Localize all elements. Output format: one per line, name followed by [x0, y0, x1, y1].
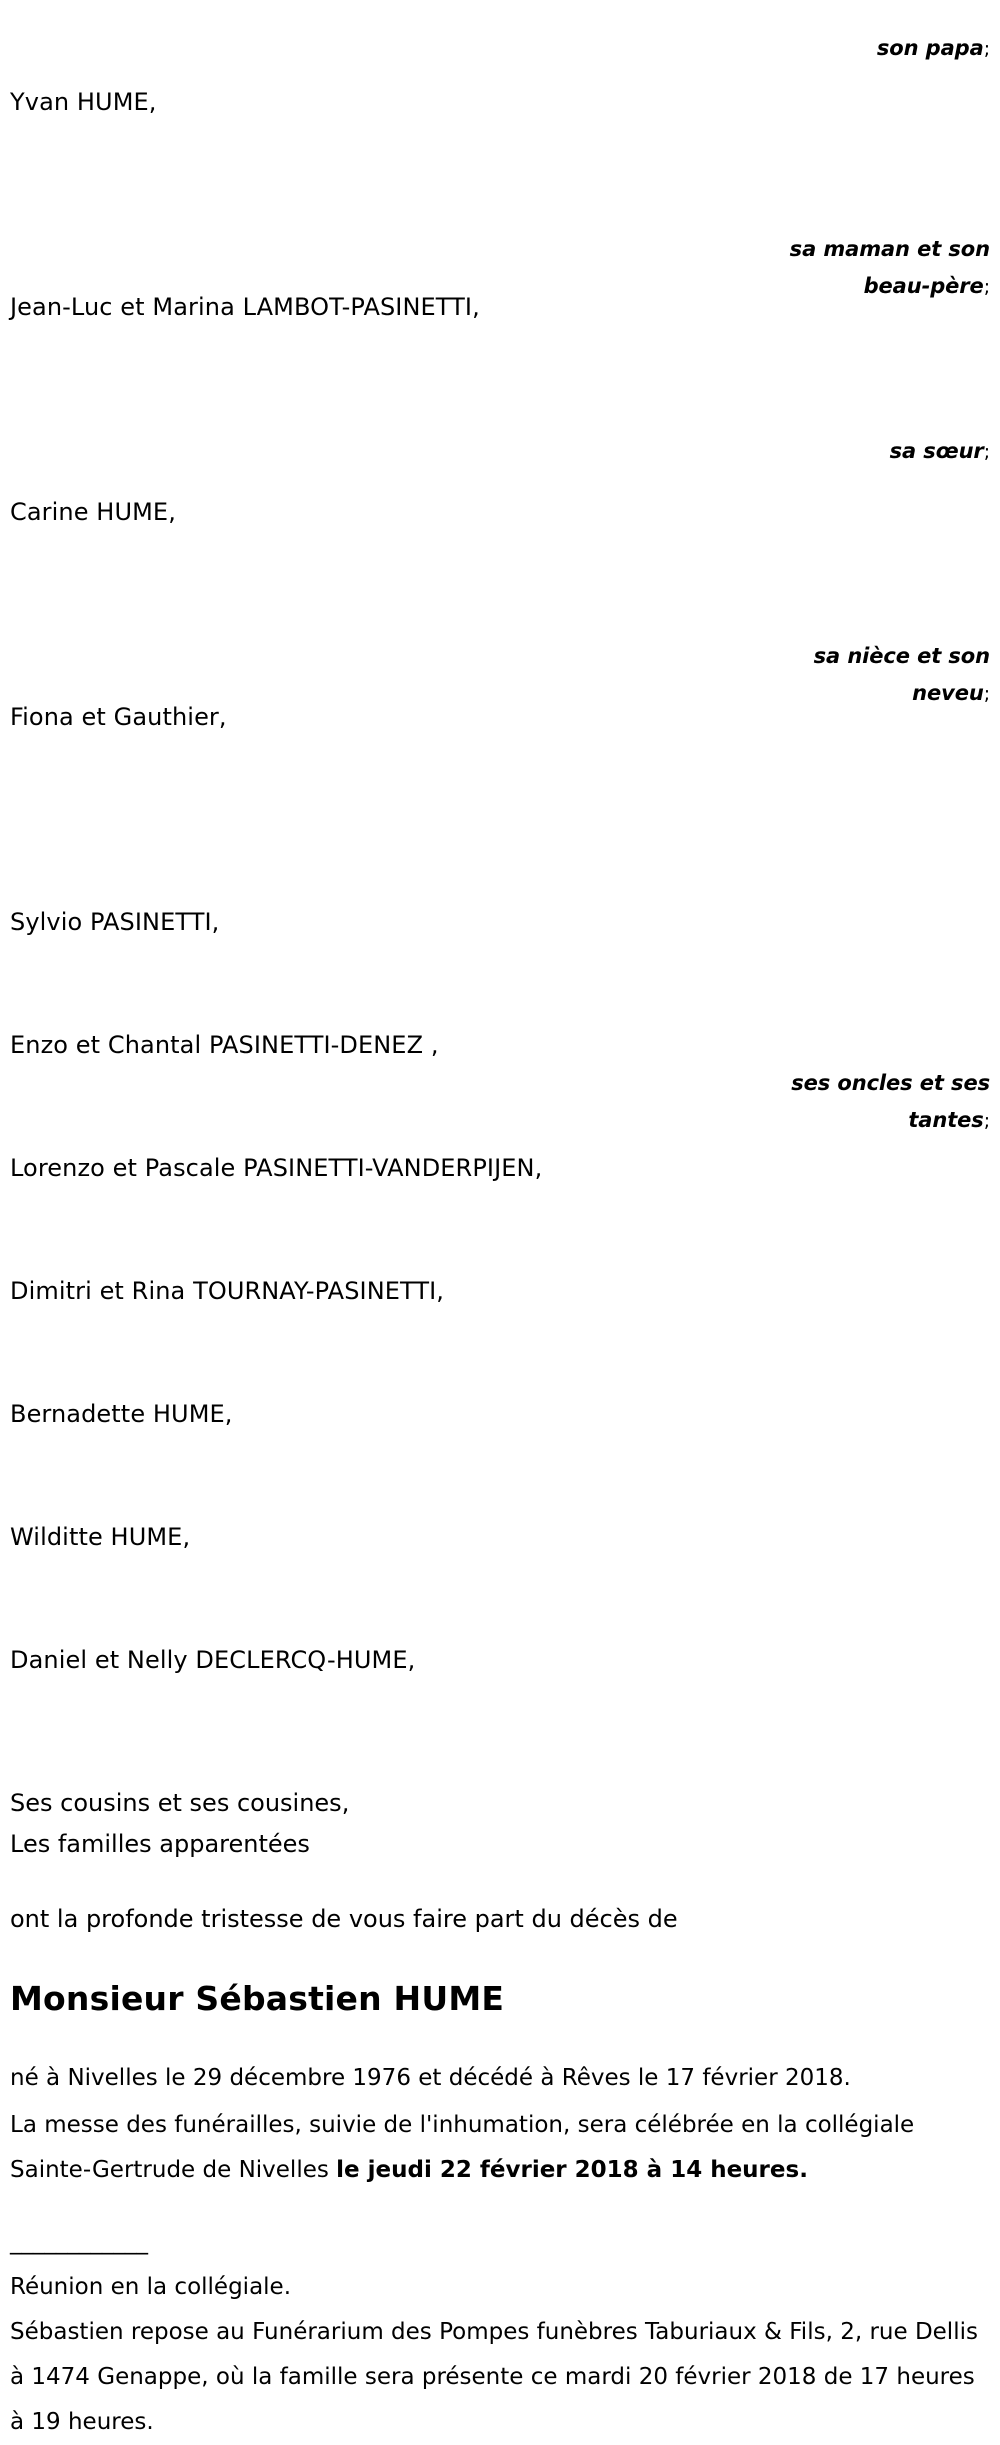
name-line: Yvan HUME, — [10, 88, 157, 116]
announcement-intro: ont la profonde tristesse de vous faire part du décès de — [10, 1905, 678, 1933]
relation-group-sister — [10, 410, 995, 615]
relation-label-text: ses oncles et ses tantes — [791, 1071, 990, 1132]
relation-names-niece-nephew — [10, 615, 621, 820]
ceremony-line — [10, 2103, 970, 2193]
relation-names-uncles-aunts — [10, 820, 621, 1763]
relation-label-niece-nephew — [760, 638, 990, 713]
name-line: Daniel et Nelly DECLERCQ-HUME, — [10, 1646, 416, 1674]
relation-names-sister — [10, 410, 621, 615]
relation-group-uncles-aunts — [10, 820, 995, 1763]
name-line: Dimitri et Rina TOURNAY-PASINETTI, — [10, 1277, 445, 1305]
relation-label-text: sa nièce et son neveu — [813, 644, 990, 705]
relation-label-mother-stepfather — [760, 231, 990, 306]
relation-label-text: sa maman et son beau-père — [789, 237, 990, 298]
practical-information — [0, 2265, 995, 2445]
birth-death-line: né à Nivelles le 29 décembre 1976 et décédé à Rêves le 17 février 2018. — [10, 2065, 851, 2091]
relation-group-mother-stepfather — [10, 205, 995, 410]
spacer — [0, 1763, 1000, 1783]
ceremony-datetime: le jeudi 22 février 2018 à 14 heures. — [336, 2157, 808, 2183]
closing-name-line: Ses cousins et ses cousines, — [10, 1789, 350, 1817]
announcement-details — [0, 2056, 980, 2193]
relation-group-father — [10, 0, 995, 205]
name-line: Lorenzo et Pascale PASINETTI-VANDERPIJEN, — [10, 1154, 543, 1182]
name-line: Jean-Luc et Marina LAMBOT-PASINETTI, — [10, 293, 480, 321]
relation-separator: ; — [983, 441, 990, 463]
repose-line: Sébastien repose au Funérarium des Pompes funèbres Taburiaux & Fils, 2, rue Dellis à 1474 Genappe, où la famille sera présente ce mardi 20 février 2018 de 17 heures à 19 heures. — [10, 2319, 978, 2435]
relation-label-father — [760, 30, 990, 68]
spacer — [0, 1865, 1000, 1899]
relation-names-father — [10, 0, 621, 205]
ceremony-prefix: La messe des funérailles, suivie de l'inhumation, sera célébrée en la collégiale Sainte-Gertrude de Nivelles — [10, 2112, 915, 2183]
relation-label-uncles-aunts — [760, 1065, 990, 1140]
relation-names-mother-stepfather — [10, 205, 621, 410]
relation-separator: ; — [983, 683, 990, 705]
closing-names — [0, 1783, 1000, 1865]
name-line: Enzo et Chantal PASINETTI-DENEZ , — [10, 1031, 439, 1059]
deceased-name-heading: Monsieur Sébastien HUME — [10, 1979, 505, 2018]
relation-label-text: sa sœur — [889, 439, 984, 463]
meeting-line: Réunion en la collégiale. — [10, 2274, 292, 2300]
name-line: Sylvio PASINETTI, — [10, 908, 220, 936]
closing-name-line: Les familles apparentées — [10, 1830, 310, 1858]
section-divider: ____________ — [10, 2229, 148, 2255]
name-line: Wilditte HUME, — [10, 1523, 191, 1551]
relation-separator: ; — [983, 38, 990, 60]
name-line: Bernadette HUME, — [10, 1400, 233, 1428]
relation-separator: ; — [983, 276, 990, 298]
relation-label-sister — [760, 433, 990, 471]
name-line: Carine HUME, — [10, 498, 176, 526]
relation-separator: ; — [983, 1110, 990, 1132]
relation-group-niece-nephew — [10, 615, 995, 820]
name-line: Fiona et Gauthier, — [10, 703, 227, 731]
relation-label-text: son papa — [876, 36, 984, 60]
